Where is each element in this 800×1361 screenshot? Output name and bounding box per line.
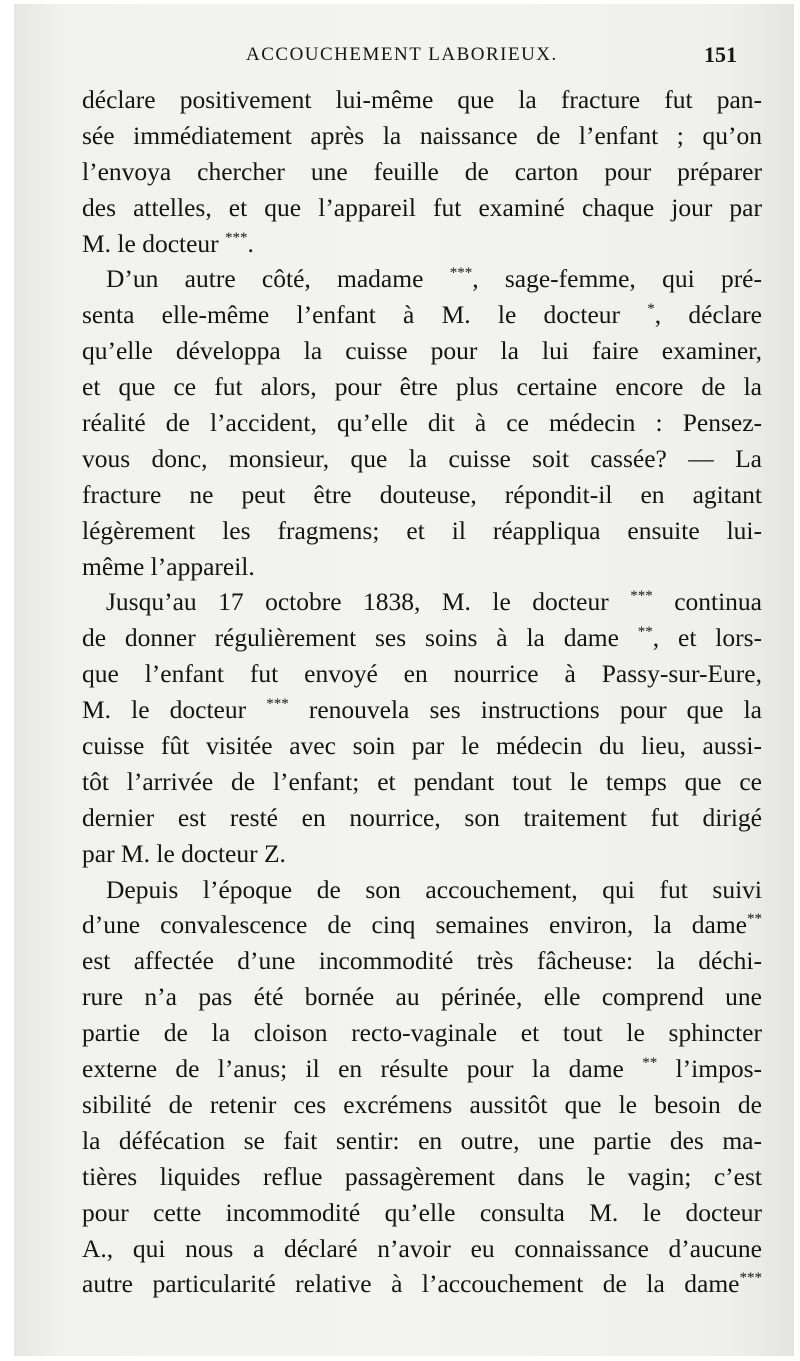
text-line: senta elle-même l’enfant à M. le docteur *, déclare xyxy=(82,300,762,330)
body-text xyxy=(82,82,762,1302)
text-line: qu’elle développa la cuisse pour la lui faire examiner, xyxy=(82,336,762,366)
text-line: Depuis l’époque de son accouchement, qui fut suivi xyxy=(106,874,762,904)
text-line: cuisse fût visitée avec soin par le médecin du lieu, aussi- xyxy=(82,731,762,761)
text-line: M. le docteur *** renouvela ses instructions pour que la xyxy=(82,695,763,725)
text-line: déclare positivement lui-même que la fracture fut pan- xyxy=(82,85,762,114)
text-line: fracture ne peut être douteuse, répondit-il en agitant xyxy=(82,479,762,509)
text-line: autre particularité relative à l’accouchement de la dame*** xyxy=(82,1269,762,1299)
text-line: même l’appareil. xyxy=(82,551,255,581)
text-line: tières liquides reflue passagèrement dans le vagin; c’est xyxy=(82,1161,762,1191)
text-line: et que ce fut alors, pour être plus certaine encore de la xyxy=(82,372,762,402)
text-line: des attelles, et que l’appareil fut examiné chaque jour par xyxy=(82,192,762,222)
text-line: dernier est resté en nourrice, son traitement fut dirigé xyxy=(82,802,762,832)
text-line: externe de l’anus; il en résulte pour la dame ** l’impos- xyxy=(82,1054,762,1084)
text-line: M. le docteur ***. xyxy=(82,228,254,258)
book-page xyxy=(14,4,794,1356)
text-line: est affectée d’une incommodité très fâcheuse: la déchi- xyxy=(82,946,762,976)
text-line: par M. le docteur Z. xyxy=(82,838,286,868)
page-header xyxy=(14,42,794,82)
text-line: Jusqu’au 17 octobre 1838, M. le docteur *** continua xyxy=(106,587,762,617)
text-line: l’envoya chercher une feuille de carton pour préparer xyxy=(82,156,762,186)
text-line: A., qui nous a déclaré n’avoir eu connaissance d’aucune xyxy=(82,1233,762,1263)
text-line: rure n’a pas été bornée au périnée, elle comprend une xyxy=(82,982,762,1012)
text-line: partie de la cloison recto-vaginale et tout le sphincter xyxy=(82,1018,762,1048)
text-line: que l’enfant fut envoyé en nourrice à Passy-sur-Eure, xyxy=(82,659,762,689)
page-number: 151 xyxy=(704,42,737,67)
text-line: d’une convalescence de cinq semaines environ, la dame** xyxy=(82,910,762,940)
text-line: vous donc, monsieur, que la cuisse soit cassée? — La xyxy=(82,443,762,473)
text-line: D’un autre côté, madame ***, sage-femme, qui pré- xyxy=(106,264,762,294)
text-line: pour cette incommodité qu’elle consulta M. le docteur xyxy=(82,1197,762,1227)
text-line: sibilité de retenir ces excrémens aussitôt que le besoin de xyxy=(82,1089,762,1119)
running-title: ACCOUCHEMENT LABORIEUX. xyxy=(246,44,558,65)
text-line: sée immédiatement après la naissance de l’enfant ; qu’on xyxy=(82,120,762,150)
text-line: la défécation se fait sentir: en outre, une partie des ma- xyxy=(82,1125,762,1155)
text-line: de donner régulièrement ses soins à la dame **, et lors- xyxy=(82,623,762,653)
text-line: légèrement les fragmens; et il réappliqua ensuite lui- xyxy=(82,515,762,545)
text-line: réalité de l’accident, qu’elle dit à ce médecin : Pensez- xyxy=(82,408,762,438)
text-line: tôt l’arrivée de l’enfant; et pendant tout le temps que ce xyxy=(82,766,762,796)
